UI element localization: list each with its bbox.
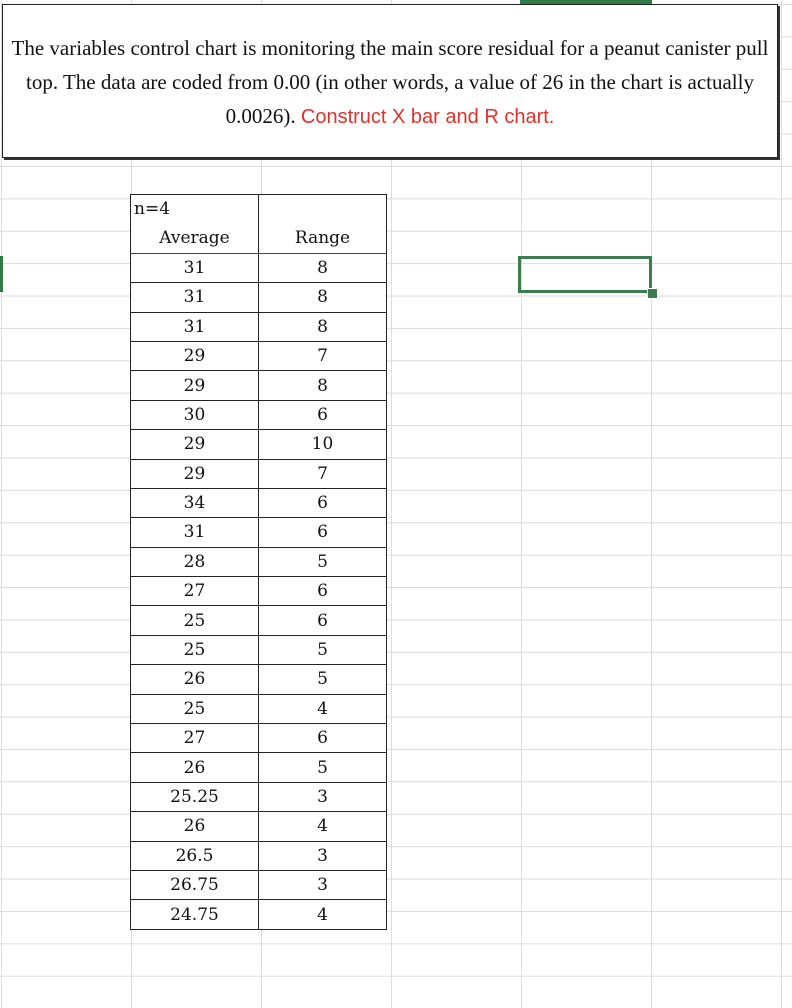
table-row [131, 488, 387, 517]
table-row [131, 841, 387, 870]
range-cell[interactable]: 5 [259, 635, 387, 664]
question-text [11, 31, 769, 134]
average-cell[interactable]: 25 [131, 635, 259, 664]
average-cell[interactable]: 31 [131, 518, 259, 547]
question-instruction: Construct X bar and R chart. [300, 105, 555, 128]
average-cell[interactable]: 26.75 [131, 870, 259, 899]
header-average[interactable]: Average [131, 224, 259, 253]
average-cell[interactable]: 26.5 [131, 841, 259, 870]
selected-cell[interactable] [518, 256, 652, 293]
table-row [131, 195, 387, 224]
range-cell[interactable]: 3 [259, 841, 387, 870]
average-cell[interactable]: 26 [131, 665, 259, 694]
table-row [131, 635, 387, 664]
range-cell[interactable]: 8 [259, 371, 387, 400]
table-row [131, 518, 387, 547]
table-row [131, 665, 387, 694]
average-cell[interactable]: 27 [131, 724, 259, 753]
table-row [131, 400, 387, 429]
average-cell[interactable]: 25 [131, 606, 259, 635]
blank-cell[interactable] [259, 195, 387, 224]
table-row [131, 782, 387, 811]
range-cell[interactable]: 3 [259, 870, 387, 899]
table-row [131, 870, 387, 899]
question-main-text: The variables control chart is monitoring the main score residual for a peanut canister pull top. The data are coded from 0.00 (in other words, a value of 26 in the chart is actually 0.0026). [11, 35, 769, 128]
average-cell[interactable]: 28 [131, 547, 259, 576]
table-row [131, 812, 387, 841]
table-row [131, 312, 387, 341]
range-cell[interactable]: 5 [259, 547, 387, 576]
table-row [131, 283, 387, 312]
question-text-box[interactable] [2, 4, 778, 158]
average-cell[interactable]: 26 [131, 753, 259, 782]
range-cell[interactable]: 6 [259, 488, 387, 517]
range-cell[interactable]: 8 [259, 283, 387, 312]
range-cell[interactable]: 6 [259, 577, 387, 606]
average-cell[interactable]: 34 [131, 488, 259, 517]
range-cell[interactable]: 4 [259, 812, 387, 841]
average-cell[interactable]: 26 [131, 812, 259, 841]
table-row [131, 606, 387, 635]
average-cell[interactable]: 31 [131, 283, 259, 312]
average-cell[interactable]: 29 [131, 341, 259, 370]
range-cell[interactable]: 8 [259, 253, 387, 282]
table-row [131, 430, 387, 459]
table-row [131, 694, 387, 723]
average-cell[interactable]: 29 [131, 459, 259, 488]
table-header-row [131, 224, 387, 253]
average-cell[interactable]: 25 [131, 694, 259, 723]
fill-handle[interactable] [647, 288, 658, 299]
average-cell[interactable]: 27 [131, 577, 259, 606]
average-cell[interactable]: 29 [131, 430, 259, 459]
sample-size-cell[interactable]: n=4 [131, 195, 259, 224]
range-cell[interactable]: 4 [259, 694, 387, 723]
average-cell[interactable]: 31 [131, 253, 259, 282]
range-cell[interactable]: 4 [259, 900, 387, 929]
range-cell[interactable]: 7 [259, 459, 387, 488]
table-row [131, 724, 387, 753]
table-row [131, 341, 387, 370]
data-table [130, 194, 387, 930]
average-cell[interactable]: 30 [131, 400, 259, 429]
average-cell[interactable]: 24.75 [131, 900, 259, 929]
average-cell[interactable]: 25.25 [131, 782, 259, 811]
range-cell[interactable]: 10 [259, 430, 387, 459]
range-cell[interactable]: 8 [259, 312, 387, 341]
table-row [131, 547, 387, 576]
table-row [131, 577, 387, 606]
range-cell[interactable]: 6 [259, 400, 387, 429]
table-row [131, 253, 387, 282]
table-row [131, 459, 387, 488]
average-cell[interactable]: 31 [131, 312, 259, 341]
row-header-highlight [0, 256, 3, 292]
range-cell[interactable]: 5 [259, 753, 387, 782]
range-cell[interactable]: 6 [259, 518, 387, 547]
range-cell[interactable]: 6 [259, 606, 387, 635]
range-cell[interactable]: 5 [259, 665, 387, 694]
range-cell[interactable]: 7 [259, 341, 387, 370]
table-row [131, 371, 387, 400]
range-cell[interactable]: 6 [259, 724, 387, 753]
header-range[interactable]: Range [259, 224, 387, 253]
average-cell[interactable]: 29 [131, 371, 259, 400]
table-row [131, 753, 387, 782]
table-row [131, 900, 387, 929]
range-cell[interactable]: 3 [259, 782, 387, 811]
